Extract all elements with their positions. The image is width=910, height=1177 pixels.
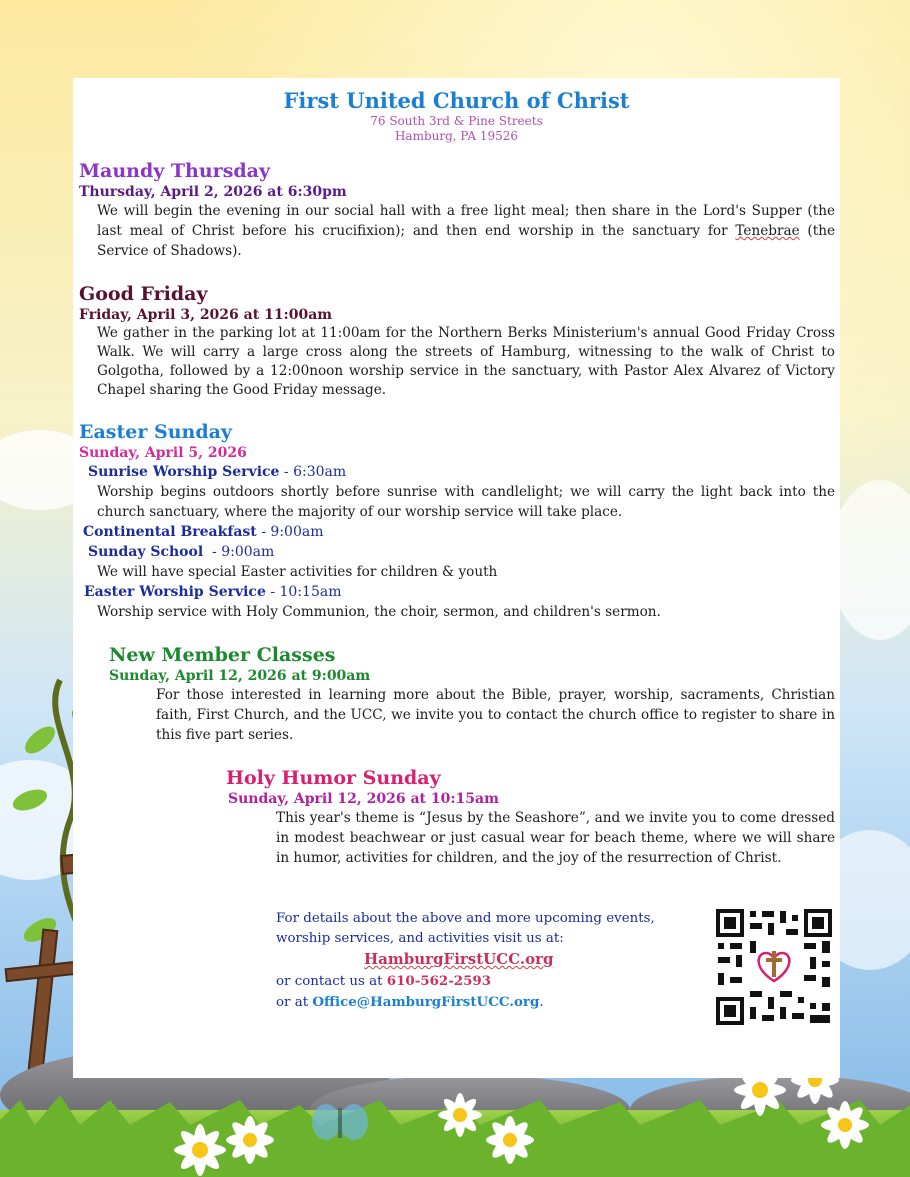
heart-cross-icon xyxy=(756,949,792,985)
event-title: Continental Breakfast - 9:00am xyxy=(83,524,324,540)
event-title: Sunday School - 9:00am xyxy=(88,544,275,560)
email-line: or at Office@HamburgFirstUCC.org. xyxy=(276,994,544,1010)
church-name: First United Church of Christ xyxy=(283,88,630,113)
contact-line: For details about the above and more upcoming events, xyxy=(276,911,655,926)
good-friday-section xyxy=(79,283,835,400)
church-header xyxy=(73,88,840,144)
event-date: Sunday, April 12, 2026 at 9:00am xyxy=(109,668,371,684)
section-body: This year's theme is “Jesus by the Seashore”, and we invite you to come dressed in modest beachwear or just casual wear for beach theme, where we will share in humor, activities for children, and the joy of the resurrection of Christ. xyxy=(276,810,835,866)
easter-sunday-section xyxy=(79,421,835,622)
contact-block xyxy=(276,909,706,1013)
new-member-classes-section xyxy=(109,644,835,745)
phone-link[interactable]: 610-562-2593 xyxy=(386,973,492,989)
qr-code[interactable] xyxy=(714,907,834,1027)
address-line-2: Hamburg, PA 19526 xyxy=(394,129,519,143)
holy-humor-sunday-section xyxy=(226,767,835,868)
section-heading: Holy Humor Sunday xyxy=(226,767,441,789)
website-link[interactable]: HamburgFirstUCC.org xyxy=(364,950,554,968)
address-line-1: 76 South 3rd & Pine Streets xyxy=(370,114,543,128)
section-heading: Easter Sunday xyxy=(79,421,232,443)
section-body: We gather in the parking lot at 11:00am for the Northern Berks Ministerium's annual Good Friday Cross Walk. We will carry a large cross along the streets of Hamburg, witnessing to the walk of Christ to Golgotha, followed by a 12:00noon worship service in the sanctuary, with Pastor Alex Alvarez of Victory Chapel sharing the Good Friday message. xyxy=(97,325,835,398)
event-date: Sunday, April 5, 2026 xyxy=(79,445,247,461)
section-body: We will begin the evening in our social hall with a free light meal; then share in the Lord's Supper (the last meal of Christ before his crucifixion); and then end worship in the sanctuary for Tenebrae (the Service of Shadows). xyxy=(97,203,835,259)
event-description: We will have special Easter activities for children & youth xyxy=(97,564,498,580)
contact-line: worship services, and activities visit us at: xyxy=(276,931,564,946)
phone-line: or contact us at 610-562-2593 xyxy=(276,973,492,989)
section-heading: Good Friday xyxy=(79,283,208,305)
event-title: Easter Worship Service - 10:15am xyxy=(84,584,342,600)
butterfly-icon xyxy=(312,1104,368,1140)
section-body: For those interested in learning more about the Bible, prayer, worship, sacraments, Christian faith, First Church, and the UCC, we invite you to contact the church office to register to share in this five part series. xyxy=(156,687,835,743)
event-description: Worship begins outdoors shortly before sunrise with candlelight; we will carry the light back into the church sanctuary, where the majority of our worship service will take place. xyxy=(97,484,835,520)
event-date: Sunday, April 12, 2026 at 10:15am xyxy=(228,791,499,807)
event-date: Friday, April 3, 2026 at 11:00am xyxy=(79,307,333,323)
event-description: Worship service with Holy Communion, the choir, sermon, and children's sermon. xyxy=(97,604,661,620)
event-title: Sunrise Worship Service - 6:30am xyxy=(88,464,347,480)
event-date: Thursday, April 2, 2026 at 6:30pm xyxy=(79,184,347,200)
email-link[interactable]: Office@HamburgFirstUCC.org xyxy=(312,994,540,1010)
maundy-thursday-section xyxy=(79,160,835,261)
section-heading: Maundy Thursday xyxy=(79,160,271,182)
section-heading: New Member Classes xyxy=(109,644,336,666)
